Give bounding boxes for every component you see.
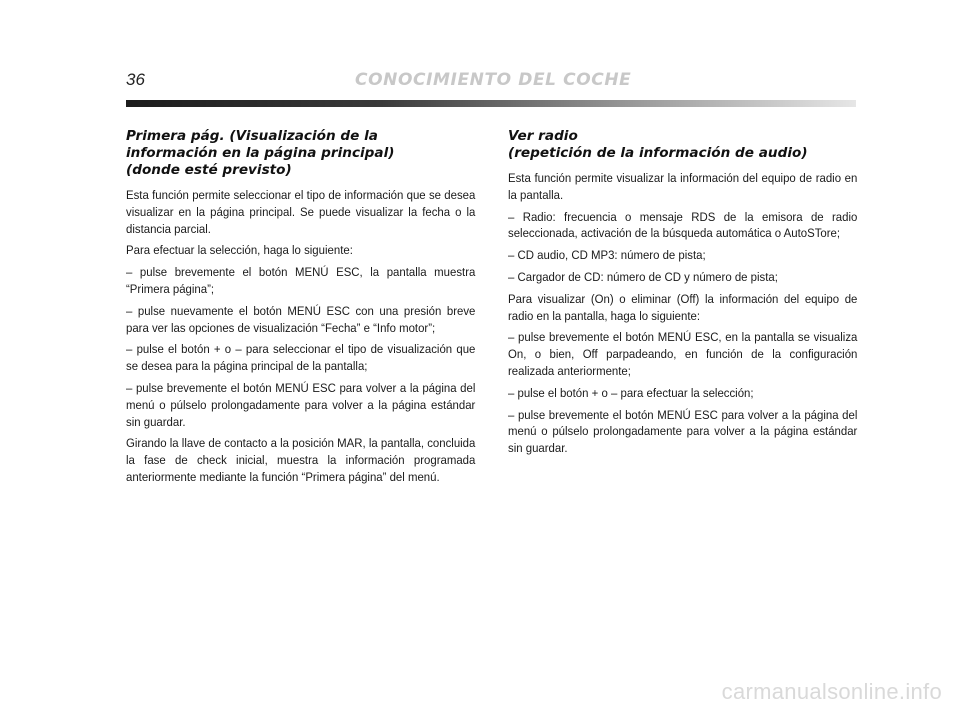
paragraph: Para efectuar la selección, haga lo siguiente: [126, 243, 353, 258]
watermark: carmanualsonline.info [721, 679, 942, 704]
running-title: CONOCIMIENTO DEL COCHE [355, 70, 632, 90]
paragraph: – pulse brevemente el botón MENÚ ESC para volver a la página del menú o púlselo prolongadamente para volver a la página estándar sin guardar. [508, 407, 858, 456]
section-heading-primera-pagina [126, 128, 476, 179]
paragraph: – pulse brevemente el botón MENÚ ESC para volver a la página del menú o púlselo prolongadamente para volver a la página estándar sin guardar. [126, 380, 476, 429]
paragraph: Esta función permite visualizar la información del equipo de radio en la pantalla. [508, 171, 858, 202]
header-rule [126, 100, 856, 107]
paragraph: – pulse el botón + o – para efectuar la selección; [508, 385, 754, 400]
heading-line: (repetición de la información de audio) [508, 145, 808, 161]
right-column [508, 128, 858, 462]
paragraph: – CD audio, CD MP3: número de pista; [508, 248, 706, 263]
heading-line: Ver radio [508, 128, 578, 144]
left-column [126, 128, 476, 491]
heading-line: Primera pág. (Visualización de la [126, 128, 378, 144]
paragraph: Esta función permite seleccionar el tipo de información que se desea visualizar en la página principal. Se puede visualizar la fecha o la distancia parcial. [126, 188, 476, 236]
paragraph: – pulse brevemente el botón MENÚ ESC, la pantalla muestra “Primera página”; [126, 265, 476, 296]
paragraph: Para visualizar (On) o eliminar (Off) la información del equipo de radio en la pantalla, haga lo siguiente: [508, 291, 858, 323]
paragraph: – Radio: frecuencia o mensaje RDS de la emisora de radio seleccionada, activación de la búsqueda automática o AutoSTore; [508, 209, 858, 241]
heading-line: información en la página principal) [126, 145, 395, 161]
paragraph: – Cargador de CD: número de CD y número de pista; [508, 269, 778, 284]
heading-line: (donde esté previsto) [126, 162, 292, 178]
section-heading-ver-radio [508, 128, 858, 162]
paragraph: – pulse brevemente el botón MENÚ ESC, en la pantalla se visualiza On, o bien, Off parpadeando, en función de la configuración realizada anteriormente; [508, 330, 858, 378]
paragraph: Girando la llave de contacto a la posición MAR, la pantalla, concluida la fase de check inicial, muestra la información programada anteriormente mediante la función “Primera página” del menú. [126, 436, 476, 484]
page-number: 36 [126, 70, 145, 89]
paragraph: – pulse el botón + o – para seleccionar el tipo de visualización que se desea para la página principal de la pantalla; [126, 342, 476, 374]
paragraph: – pulse nuevamente el botón MENÚ ESC con una presión breve para ver las opciones de visualización “Fecha” e “Info motor”; [126, 303, 476, 335]
